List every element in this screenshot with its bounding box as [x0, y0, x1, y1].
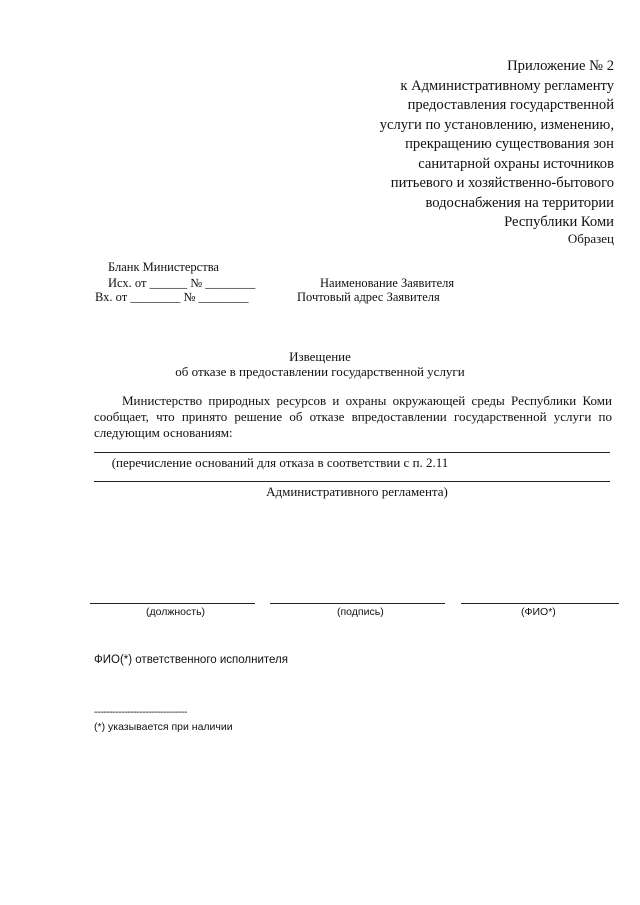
footnote-separator: -------------------------------	[94, 706, 187, 718]
appendix-line: санитарной охраны источников	[418, 155, 614, 172]
notice-body-text: Министерство природных ресурсов и охраны окружающей среды Республики Коми сообщает, что принято решение об отказе впредоставлении государственной услуги по следующим основаниям:	[94, 393, 612, 440]
position-caption: (должность)	[146, 606, 206, 618]
applicant-name: Наименование Заявителя	[320, 276, 455, 290]
fio-caption: (ФИО*)	[521, 606, 556, 618]
appendix-line: предоставления государственной	[407, 97, 614, 113]
appendix-line: услуги по установлению, изменению,	[379, 116, 614, 133]
outgoing-number: Исх. от ______ № ________	[108, 276, 256, 290]
appendix-header	[294, 57, 614, 233]
grounds-line-1	[94, 452, 610, 453]
applicant-address: Почтовый адрес Заявителя	[297, 290, 440, 304]
footnote-text: (*) указывается при наличии	[94, 721, 233, 733]
appendix-line: Республики Коми	[504, 214, 614, 230]
ministry-letterhead: Бланк Министерства	[108, 260, 219, 274]
appendix-line: к Административному регламенту	[400, 77, 614, 94]
notice-body	[94, 393, 612, 441]
grounds-caption-2: Административного регламента)	[266, 484, 448, 499]
signature-caption: (подпись)	[337, 606, 384, 618]
position-line	[90, 603, 255, 604]
grounds-line-2	[94, 481, 610, 482]
fio-line	[461, 603, 619, 604]
appendix-line: Приложение № 2	[507, 58, 614, 74]
notice-subtitle: об отказе в предоставлении государственной услуги	[175, 364, 465, 379]
incoming-number: Вх. от ________ № ________	[95, 290, 249, 304]
sample-label: Образец	[567, 231, 614, 246]
appendix-line: прекращению существования зон	[405, 136, 614, 152]
appendix-line: водоснабжения на территории	[425, 194, 614, 211]
grounds-caption-1: (перечисление оснований для отказа в соответствии с п. 2.11	[111, 455, 449, 470]
appendix-line: питьевого и хозяйственно-бытового	[390, 175, 614, 191]
notice-title: Извещение	[289, 349, 351, 364]
executor-label: ФИО(*) ответственного исполнителя	[94, 654, 288, 666]
signature-line	[270, 603, 445, 604]
